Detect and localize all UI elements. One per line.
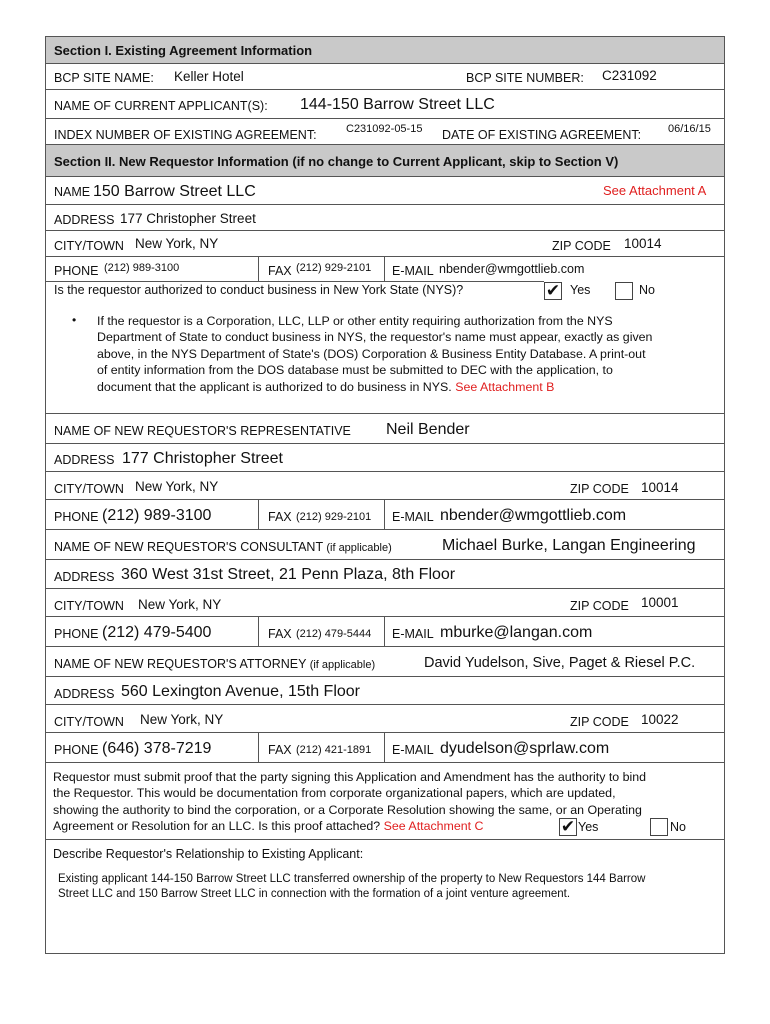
bullet-icon: • xyxy=(72,313,77,327)
representative-phone-value[interactable]: (212) 989-3100 xyxy=(102,507,212,524)
dos-instruction-line: Department of State to conduct business in NYS, the requestor's name must appear, exactly as given xyxy=(97,330,653,345)
section1-header xyxy=(46,37,724,64)
relationship-line: Existing applicant 144-150 Barrow Street LLC transferred ownership of the property to New Requestors 144 Barrow xyxy=(58,873,646,885)
requestor-zip-label: ZIP CODE xyxy=(552,239,611,253)
representative-city-label: CITY/TOWN xyxy=(54,482,124,496)
authorized-yes-label: Yes xyxy=(570,283,591,297)
dos-instruction-line: of entity information from the DOS database must be submitted to DEC with the application, to xyxy=(97,363,613,378)
authorized-no-label: No xyxy=(639,283,655,297)
consultant-fax-value[interactable]: (212) 479-5444 xyxy=(296,628,372,640)
divider xyxy=(384,500,385,529)
dos-instruction-text xyxy=(97,313,727,395)
requestor-zip-value[interactable]: 10014 xyxy=(624,236,662,251)
consultant-phone-row xyxy=(46,617,724,647)
divider xyxy=(258,500,259,529)
attorney-city-label: CITY/TOWN xyxy=(54,715,124,729)
representative-city-value[interactable]: New York, NY xyxy=(135,479,219,494)
proof-no-checkbox[interactable] xyxy=(650,818,668,836)
current-applicant-value[interactable]: 144-150 Barrow Street LLC xyxy=(300,96,495,113)
consultant-email-label: E-MAIL xyxy=(392,627,434,641)
attorney-zip-label: ZIP CODE xyxy=(570,715,629,729)
divider xyxy=(258,617,259,646)
consultant-address-row xyxy=(46,560,724,589)
requestor-email-value[interactable]: nbender@wmgottlieb.com xyxy=(439,262,585,276)
attorney-fax-label: FAX xyxy=(268,743,292,757)
requestor-phone-value[interactable]: (212) 989-3100 xyxy=(104,262,180,274)
attorney-email-value[interactable]: dyudelson@sprlaw.com xyxy=(440,740,610,757)
requestor-name-value[interactable]: 150 Barrow Street LLC xyxy=(93,183,256,200)
site-name-label: BCP SITE NAME: xyxy=(54,71,154,85)
attorney-address-value[interactable]: 560 Lexington Avenue, 15th Floor xyxy=(121,683,360,700)
relationship-block xyxy=(46,840,724,953)
attorney-zip-value[interactable]: 10022 xyxy=(641,712,679,727)
representative-zip-label: ZIP CODE xyxy=(570,482,629,496)
divider xyxy=(384,617,385,646)
representative-fax-label: FAX xyxy=(268,510,292,524)
attorney-phone-row xyxy=(46,733,724,763)
index-label: INDEX NUMBER OF EXISTING AGREEMENT: xyxy=(54,128,317,142)
representative-fax-value[interactable]: (212) 929-2101 xyxy=(296,511,372,523)
requestor-name-label: NAME xyxy=(54,185,91,199)
attorney-name[interactable]: David Yudelson, Sive, Paget & Riesel P.C. xyxy=(424,655,696,671)
requestor-city-row xyxy=(46,231,724,257)
proof-line: the Requestor. This would be documentation from corporate organizational papers, which are updated, xyxy=(53,786,616,801)
check-icon: ✔ xyxy=(545,281,561,300)
proof-no-label: No xyxy=(670,820,686,834)
consultant-address-value[interactable]: 360 West 31st Street, 21 Penn Plaza, 8th Floor xyxy=(121,566,456,583)
requestor-phone-label: PHONE xyxy=(54,264,99,278)
representative-zip-value[interactable]: 10014 xyxy=(641,480,679,495)
requestor-phone-row xyxy=(46,257,724,281)
consultant-fax-label: FAX xyxy=(268,627,292,641)
proof-block xyxy=(46,763,724,840)
representative-email-value[interactable]: nbender@wmgottlieb.com xyxy=(440,507,627,524)
relationship-label: Describe Requestor's Relationship to Existing Applicant: xyxy=(53,847,364,861)
attachment-c-note: See Attachment C xyxy=(383,819,484,834)
relationship-line: Street LLC and 150 Barrow Street LLC in connection with the formation of a joint venture agreement. xyxy=(58,888,571,900)
requestor-address-label: ADDRESS xyxy=(54,213,115,227)
divider xyxy=(258,257,259,281)
consultant-phone-label: PHONE xyxy=(54,627,99,641)
proof-line: showing the authority to bind the corporation, or a Corporate Resolution showing the same, or an Operating xyxy=(53,802,642,817)
requestor-fax-value[interactable]: (212) 929-2101 xyxy=(296,262,372,274)
consultant-phone-value[interactable]: (212) 479-5400 xyxy=(102,624,212,641)
representative-city-row xyxy=(46,472,724,500)
attorney-phone-label: PHONE xyxy=(54,743,99,757)
index-row xyxy=(46,119,724,145)
requestor-city-label: CITY/TOWN xyxy=(54,239,124,253)
current-applicant-label: NAME OF CURRENT APPLICANT(S): xyxy=(54,99,268,113)
consultant-email-value[interactable]: mburke@langan.com xyxy=(440,624,593,641)
representative-label: NAME OF NEW REQUESTOR'S REPRESENTATIVE xyxy=(54,424,351,438)
attorney-row xyxy=(46,647,724,677)
index-value[interactable]: C231092-05-15 xyxy=(346,123,423,135)
date-label: DATE OF EXISTING AGREEMENT: xyxy=(442,128,642,142)
attorney-email-label: E-MAIL xyxy=(392,743,434,757)
attorney-city-value[interactable]: New York, NY xyxy=(140,712,224,727)
date-value[interactable]: 06/16/15 xyxy=(668,123,711,135)
attorney-address-label: ADDRESS xyxy=(54,687,115,701)
attachment-b-note: See Attachment B xyxy=(455,379,555,394)
bcp-form xyxy=(45,36,725,954)
requestor-email-label: E-MAIL xyxy=(392,264,434,278)
representative-name[interactable]: Neil Bender xyxy=(386,421,470,438)
check-icon: ✔ xyxy=(560,817,576,836)
site-number-label: BCP SITE NUMBER: xyxy=(466,71,584,85)
proof-yes-checkbox[interactable] xyxy=(559,818,577,836)
consultant-zip-label: ZIP CODE xyxy=(570,599,629,613)
attorney-label: NAME OF NEW REQUESTOR'S ATTORNEY (if applicable) xyxy=(54,657,376,671)
dos-instruction-line: above, in the NYS Department of State's (DOS) Corporation & Business Entity Database. A print-out xyxy=(97,346,646,361)
requestor-city-value[interactable]: New York, NY xyxy=(135,236,219,251)
consultant-name[interactable]: Michael Burke, Langan Engineering xyxy=(442,537,696,554)
authorized-yes-checkbox[interactable] xyxy=(544,282,562,300)
representative-address-row xyxy=(46,444,724,472)
requestor-address-row xyxy=(46,205,724,231)
representative-address-value[interactable]: 177 Christopher Street xyxy=(122,450,283,467)
proof-line: Agreement or Resolution for an LLC. Is this proof attached? See Attachment C xyxy=(53,819,484,834)
authorized-question: Is the requestor authorized to conduct business in New York State (NYS)? xyxy=(54,283,464,297)
requestor-address-value[interactable]: 177 Christopher Street xyxy=(120,211,256,226)
requestor-fax-label: FAX xyxy=(268,264,292,278)
consultant-zip-value[interactable]: 10001 xyxy=(641,595,679,610)
consultant-city-row xyxy=(46,589,724,617)
consultant-label: NAME OF NEW REQUESTOR'S CONSULTANT (if applicable) xyxy=(54,540,392,554)
consultant-address-label: ADDRESS xyxy=(54,570,115,584)
attorney-city-row xyxy=(46,705,724,733)
authorized-no-checkbox[interactable] xyxy=(615,282,633,300)
proof-line: Requestor must submit proof that the party signing this Application and Amendment has the authority to bind xyxy=(53,770,647,784)
proof-text xyxy=(53,769,723,835)
dos-instruction-line: document that the applicant is authorized to do business in NYS. See Attachment B xyxy=(97,379,555,394)
representative-address-label: ADDRESS xyxy=(54,453,115,467)
attorney-address-row xyxy=(46,677,724,705)
requestor-name-row xyxy=(46,177,724,205)
section1-title: Section I. Existing Agreement Information xyxy=(54,43,313,58)
representative-phone-label: PHONE xyxy=(54,510,99,524)
representative-email-label: E-MAIL xyxy=(392,510,434,524)
dos-instruction-line: If the requestor is a Corporation, LLC, LLP or other entity requiring authorization from the NYS xyxy=(97,314,613,328)
relationship-text[interactable] xyxy=(58,872,722,902)
site-name-value[interactable]: Keller Hotel xyxy=(174,69,244,84)
proof-yes-label: Yes xyxy=(578,820,599,834)
dos-instruction-block xyxy=(46,303,724,414)
attorney-fax-value[interactable]: (212) 421-1891 xyxy=(296,744,372,756)
representative-phone-row xyxy=(46,500,724,530)
attorney-phone-value[interactable]: (646) 378-7219 xyxy=(102,740,212,757)
representative-row xyxy=(46,414,724,444)
attachment-a-note: See Attachment A xyxy=(603,183,707,198)
authorized-row xyxy=(46,279,724,303)
divider xyxy=(258,733,259,762)
site-number-value[interactable]: C231092 xyxy=(602,68,657,83)
section2-title: Section II. New Requestor Information (if no change to Current Applicant, skip to Section V) xyxy=(54,154,619,169)
site-row xyxy=(46,64,724,90)
divider xyxy=(384,733,385,762)
current-applicant-row xyxy=(46,90,724,119)
consultant-city-value[interactable]: New York, NY xyxy=(138,597,222,612)
divider xyxy=(384,257,385,281)
consultant-city-label: CITY/TOWN xyxy=(54,599,124,613)
section2-header xyxy=(46,145,724,177)
consultant-row xyxy=(46,530,724,560)
